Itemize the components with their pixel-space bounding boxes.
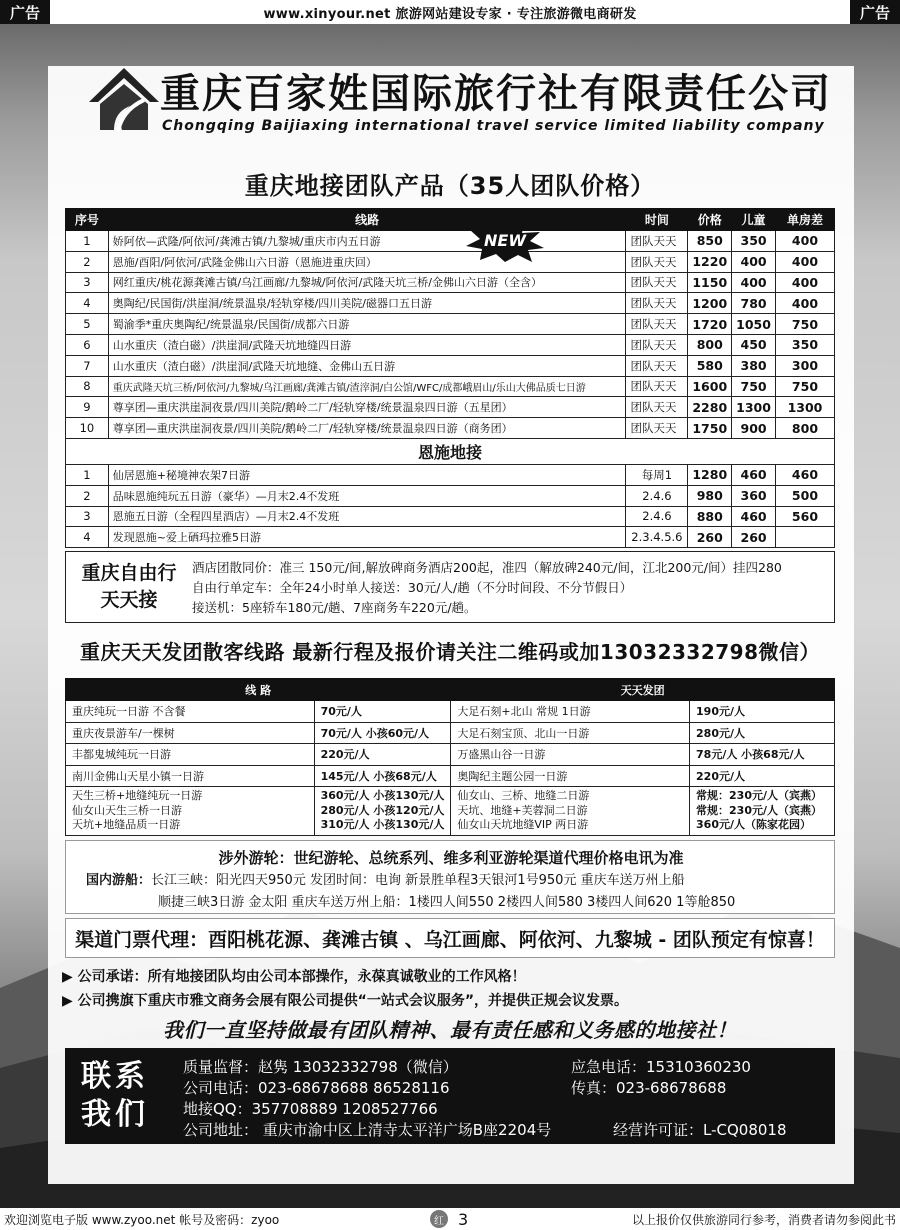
row-price: 1150 (688, 272, 732, 293)
row-route: 奥陶纪/民国街/洪崖洞/统景温泉/轻轨穿楼/四川美院/磁器口五日游 (108, 293, 626, 314)
right-route: 万盛黑山谷一日游 (451, 744, 690, 766)
left-route: 南川金佛山天星小镇一日游 (66, 765, 315, 787)
row-route: 恩施/酉阳/阿依河/武隆金佛山六日游（恩施进重庆回） (108, 251, 626, 272)
row-time: 2.4.6 (626, 485, 688, 506)
row-single: 800 (775, 418, 834, 439)
row-no: 7 (66, 355, 109, 376)
row-time: 团队天天 (626, 272, 688, 293)
table-row[interactable] (66, 355, 835, 376)
ad-label-right: 广告 (850, 0, 900, 24)
row-price: 800 (688, 334, 732, 355)
row-single: 350 (775, 334, 834, 355)
col-route: 线 路 (66, 679, 451, 701)
right-price: 360元/人（陈家花园） (696, 818, 812, 831)
row-route: 山水重庆（渣白磁）/洪崖洞/武隆天坑地缝四日游 (108, 334, 626, 355)
left-price: 145元/人 小孩68元/人 (314, 765, 451, 787)
table-row[interactable] (66, 765, 835, 787)
row-no: 1 (66, 464, 109, 485)
table-row[interactable] (66, 464, 835, 485)
scattered-tours-table (65, 678, 835, 836)
table-row[interactable] (66, 376, 835, 397)
new-badge-icon (466, 218, 544, 262)
row-no: 2 (66, 251, 109, 272)
row-child: 750 (732, 376, 776, 397)
free-travel-hotel: 酒店团散同价：准三 150元/间,解放碑商务酒店200起，准四（解放碑240元/间，江北200元/间）挂四280 (192, 560, 782, 575)
row-time: 团队天天 (626, 376, 688, 397)
license-number: 经营许可证：L-CQ08018 (613, 1121, 787, 1139)
cruise-label: 国内游船： (86, 873, 152, 888)
table-row[interactable] (66, 701, 835, 723)
row-time: 团队天天 (626, 251, 688, 272)
row-child: 400 (732, 272, 776, 293)
table-row[interactable] (66, 272, 835, 293)
right-price: 78元/人 小孩68元/人 (690, 744, 835, 766)
row-child: 460 (732, 506, 776, 527)
company-phone[interactable]: 公司电话：023-68678688 86528116 (183, 1079, 450, 1097)
table-row[interactable] (66, 485, 835, 506)
row-price: 880 (688, 506, 732, 527)
row-no: 10 (66, 418, 109, 439)
left-price: 70元/人 小孩60元/人 (314, 722, 451, 744)
row-price: 1750 (688, 418, 732, 439)
row-route: 仙居恩施+秘境神农架7日游 (108, 464, 626, 485)
cruise-line-2: 顺捷三峡3日游 金太阳 重庆车送万州上船：1楼四人间550 2楼四人间580 3楼四人间620 1等舱850 (158, 895, 736, 910)
row-route: 尊享团—重庆洪崖洞夜景/四川美院/鹅岭二厂/轻轨穿楼/统景温泉四日游（商务团） (108, 418, 626, 439)
row-single: 1300 (775, 397, 834, 418)
left-price: 220元/人 (314, 744, 451, 766)
right-route: 奥陶纪主题公园一日游 (451, 765, 690, 787)
footer-disclaimer: 以上报价仅供旅游同行参考，消费者请勿参阅此书 (631, 1212, 896, 1227)
table-row[interactable] (66, 506, 835, 527)
table-row[interactable] (66, 251, 835, 272)
promise-line-1: ▶ 公司承诺：所有地接团队均由公司本部操作，永葆真诚敬业的工作风格！ (62, 969, 526, 985)
team-products-table (65, 208, 835, 548)
table-row[interactable] (66, 334, 835, 355)
row-no: 5 (66, 314, 109, 335)
row-child: 260 (732, 527, 776, 548)
row-child: 380 (732, 355, 776, 376)
house-logo-icon (84, 60, 164, 140)
footer (0, 1208, 900, 1230)
left-route: 重庆纯玩一日游 不含餐 (66, 701, 315, 723)
table-row[interactable] (66, 231, 835, 252)
emergency-phone[interactable]: 应急电话：15310360230 (571, 1058, 751, 1076)
free-travel-box (65, 551, 835, 623)
row-time: 团队天天 (626, 314, 688, 335)
row-single: 400 (775, 231, 834, 252)
right-price: 220元/人 (690, 765, 835, 787)
row-route: 尊享团—重庆洪崖洞夜景/四川美院/鹅岭二厂/轻轨穿楼/统景温泉四日游（五星团） (108, 397, 626, 418)
right-price: 280元/人 (690, 722, 835, 744)
contact-box (65, 1048, 835, 1144)
enshi-section-header (66, 438, 835, 464)
right-route: 仙女山、三桥、地缝二日游 (457, 789, 590, 802)
table-row[interactable] (66, 397, 835, 418)
left-price-group (314, 787, 451, 836)
right-route-group (451, 787, 690, 836)
left-route-group (66, 787, 315, 836)
right-price: 常规：230元/人（宾燕） (696, 789, 823, 802)
row-time: 2.4.6 (626, 506, 688, 527)
cruise-title: 涉外游轮：世纪游轮、总统系列、维多利亚游轮渠道代理价格电讯为准 (218, 849, 684, 867)
left-price: 310元/人 小孩130元/人 (320, 818, 445, 831)
row-no: 2 (66, 485, 109, 506)
right-route: 大足石刻+北山 常规 1日游 (451, 701, 690, 723)
free-travel-airport: 接送机：5座轿车180元/趟、7座商务车220元/趟。 (192, 600, 477, 615)
cruise-line-1 (86, 869, 685, 888)
row-single: 750 (775, 314, 834, 335)
table-row[interactable] (66, 527, 835, 548)
right-route: 大足石刻宝顶、北山一日游 (451, 722, 690, 744)
left-route: 丰都鬼城纯玩一日游 (66, 744, 315, 766)
table-row[interactable] (66, 722, 835, 744)
row-time: 2.3.4.5.6 (626, 527, 688, 548)
free-travel-title-line1: 重庆自由行 (81, 562, 177, 584)
left-price: 360元/人 小孩130元/人 (320, 789, 445, 802)
main-products-title: 重庆地接团队产品（35人团队价格） (244, 172, 656, 200)
left-route: 天坑+地缝品质一日游 (72, 818, 181, 831)
row-route: 蜀渝季*重庆奥陶纪/统景温泉/民国街/成都六日游 (108, 314, 626, 335)
right-price-group (690, 787, 835, 836)
left-route: 重庆夜景游车/一棵树 (66, 722, 315, 744)
row-price: 1200 (688, 293, 732, 314)
company-header (84, 60, 832, 150)
row-price: 1720 (688, 314, 732, 335)
company-address: 公司地址： 重庆市渝中区上清寺太平洋广场B座2204号 (183, 1121, 552, 1139)
page-number: 3 (458, 1209, 469, 1229)
row-price: 850 (688, 231, 732, 252)
free-travel-title-line2: 天天接 (100, 589, 158, 611)
right-route: 天坑、地缝+芙蓉洞二日游 (457, 803, 588, 817)
page-number-group (430, 1210, 468, 1229)
contact-line-2 (183, 1077, 727, 1098)
col-single: 单房差 (775, 209, 834, 231)
row-single: 750 (775, 376, 834, 397)
row-time: 团队天天 (626, 397, 688, 418)
promise-line-2: ▶ 公司携旗下重庆市雅文商务会展有限公司提供“一站式会议服务”，并提供正规会议发票。 (62, 993, 629, 1009)
col-price: 价格 (688, 209, 732, 231)
row-single: 400 (775, 293, 834, 314)
new-badge-text: NEW (484, 231, 526, 250)
top-banner-text[interactable]: www.xinyour.net 旅游网站建设专家 · 专注旅游微电商研发 (263, 6, 637, 22)
row-time: 团队天天 (626, 293, 688, 314)
row-child: 460 (732, 464, 776, 485)
company-name-cn: 重庆百家姓国际旅行社有限责任公司 (160, 71, 832, 117)
right-price: 190元/人 (690, 701, 835, 723)
row-no: 3 (66, 506, 109, 527)
row-child: 1050 (732, 314, 776, 335)
row-child: 350 (732, 231, 776, 252)
row-child: 1300 (732, 397, 776, 418)
free-travel-details (192, 558, 782, 618)
row-no: 8 (66, 376, 109, 397)
row-single: 500 (775, 485, 834, 506)
table-row[interactable] (66, 418, 835, 439)
row-child: 900 (732, 418, 776, 439)
row-route: 山水重庆（渣白磁）/洪崖洞/武隆天坑地缝、金佛山五日游 (108, 355, 626, 376)
row-no: 3 (66, 272, 109, 293)
col-daily: 天天发团 (451, 679, 835, 701)
row-time: 团队天天 (626, 418, 688, 439)
col-no: 序号 (66, 209, 109, 231)
row-no: 6 (66, 334, 109, 355)
contact-line-3 (183, 1098, 438, 1119)
row-single: 400 (775, 251, 834, 272)
row-price: 580 (688, 355, 732, 376)
footer-ebook-link[interactable]: 欢迎浏览电子版 www.zyoo.net 帐号及密码：zyoo (4, 1212, 280, 1227)
left-route: 天生三桥+地缝纯玩一日游 (72, 789, 203, 802)
left-price: 70元/人 (314, 701, 451, 723)
row-child: 780 (732, 293, 776, 314)
row-price: 1280 (688, 464, 732, 485)
ad-label-left: 广告 (0, 0, 50, 24)
free-travel-car: 自由行单定车：全年24小时单人接送：30元/人/趟（不分时间段、不分节假日） (192, 580, 633, 595)
free-travel-title (74, 560, 184, 614)
row-single: 400 (775, 272, 834, 293)
row-time: 每周1 (626, 464, 688, 485)
contact-line-4 (183, 1119, 787, 1140)
row-no: 4 (66, 527, 109, 548)
table-header-row (66, 679, 835, 701)
row-price: 260 (688, 527, 732, 548)
page-badge-icon: 红 (430, 1210, 448, 1228)
left-price: 280元/人 小孩120元/人 (320, 803, 445, 817)
top-banner (0, 0, 900, 24)
contact-title (81, 1058, 155, 1134)
row-route: 重庆武隆天坑三桥/阿依河/九黎城/乌江画廊/龚滩古镇/渣滓洞/白公馆/WFC/成都峨眉山/乐山大佛品质七日游 (108, 376, 626, 397)
row-single: 300 (775, 355, 834, 376)
company-name-en: Chongqing Baijiaxing international travel service limited liability company (162, 118, 825, 134)
row-time: 团队天天 (626, 355, 688, 376)
row-single: 560 (775, 506, 834, 527)
row-price: 2280 (688, 397, 732, 418)
contact-line-1 (183, 1056, 751, 1077)
right-price: 常规：230元/人（宾燕） (696, 803, 823, 817)
cruise-box (65, 840, 835, 914)
row-single (775, 527, 834, 548)
row-price: 1600 (688, 376, 732, 397)
right-route: 仙女山天坑地缝VIP 两日游 (457, 818, 589, 831)
row-time: 团队天天 (626, 334, 688, 355)
slogan: 我们一直坚持做最有团队精神、最有责任感和义务感的地接社！ (163, 1018, 737, 1042)
contact-title-line2: 我们 (81, 1097, 149, 1132)
col-child: 儿童 (732, 209, 776, 231)
row-route: 发现恩施~爱上硒玛拉雅5日游 (108, 527, 626, 548)
quality-supervision[interactable]: 质量监督：赵隽 13032332798（微信） (183, 1058, 458, 1076)
table-row[interactable] (66, 293, 835, 314)
row-child: 400 (732, 251, 776, 272)
left-route: 仙女山天生三桥一日游 (72, 803, 182, 817)
cruise-line-1-text: 长江三峡：阳光四天950元 发团时间：电询 新景胜单程3天银河1号950元 重庆车送万州上船 (151, 873, 685, 888)
row-no: 1 (66, 231, 109, 252)
row-child: 360 (732, 485, 776, 506)
table-row[interactable] (66, 787, 835, 836)
row-price: 980 (688, 485, 732, 506)
col-route: 线路 (108, 209, 626, 231)
scattered-tours-title: 重庆天天发团散客线路 最新行程及报价请关注二维码或加13032332798微信） (79, 640, 821, 664)
row-route: 网红重庆/桃花源龚滩古镇/乌江画廊/九黎城/阿依河/武隆天坑三桥/金佛山六日游（全含） (108, 272, 626, 293)
table-row[interactable] (66, 314, 835, 335)
col-time: 时间 (626, 209, 688, 231)
ticket-agency-banner: 渠道门票代理：酉阳桃花源、龚滩古镇 、乌江画廊、阿依河、九黎城 - 团队预定有惊喜！ (65, 918, 835, 958)
enshi-title: 恩施地接 (66, 438, 835, 464)
row-price: 1220 (688, 251, 732, 272)
row-child: 450 (732, 334, 776, 355)
row-route: 娇阿依—武隆/阿依河/龚滩古镇/九黎城/重庆市内五日游 (108, 231, 626, 252)
row-no: 4 (66, 293, 109, 314)
fax-number[interactable]: 传真：023-68678688 (571, 1079, 727, 1097)
row-time: 团队天天 (626, 231, 688, 252)
contact-title-line1: 联系 (81, 1059, 149, 1094)
row-route: 恩施五日游（全程四星酒店）—月末2.4不发班 (108, 506, 626, 527)
table-header-row (66, 209, 835, 231)
qq-numbers[interactable]: 地接QQ：357708889 1208527766 (183, 1100, 438, 1118)
row-route: 品味恩施纯玩五日游（豪华）—月末2.4不发班 (108, 485, 626, 506)
row-no: 9 (66, 397, 109, 418)
table-row[interactable] (66, 744, 835, 766)
row-single: 460 (775, 464, 834, 485)
